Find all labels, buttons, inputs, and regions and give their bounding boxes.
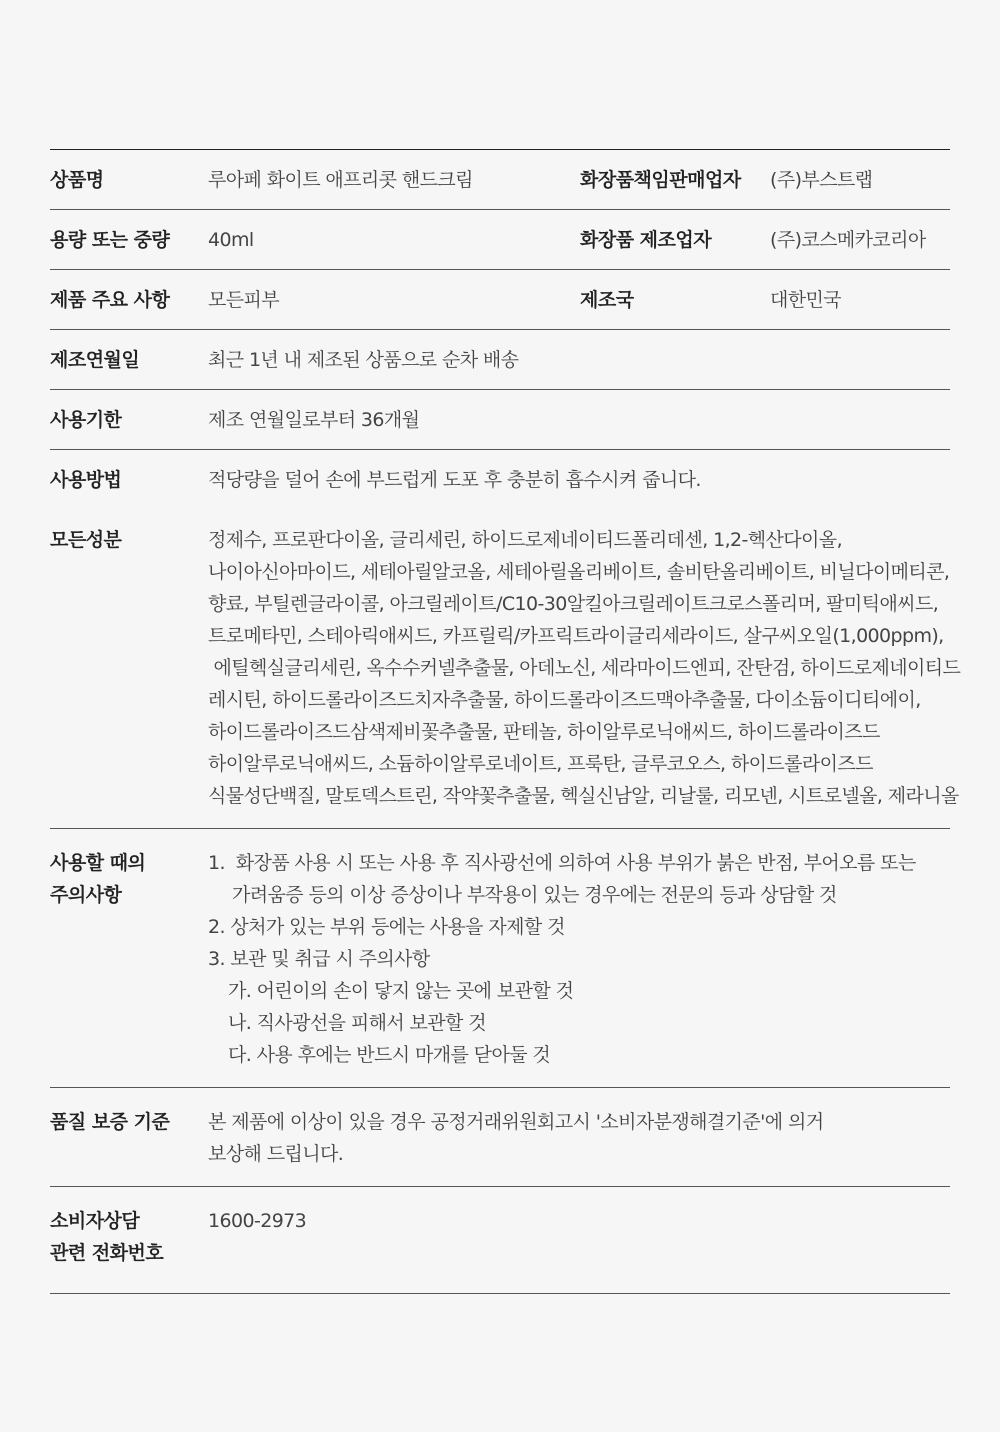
label-manufacture-date: 제조연월일 bbox=[50, 348, 140, 371]
label-usage: 사용방법 bbox=[50, 469, 122, 491]
label-main-spec: 제품 주요 사항 bbox=[50, 288, 170, 311]
row-product-name bbox=[50, 150, 950, 210]
caution-line: 2. 상처가 있는 부위 등에는 사용을 자제할 것 bbox=[208, 916, 565, 938]
value-product-name: 루아페 화이트 애프리콧 핸드크림 bbox=[208, 168, 473, 191]
ingredients-line: 하이알루로닉애씨드, 소듐하이알루로네이트, 프룩탄, 글루코오스, 하이드롤라이즈드 bbox=[208, 753, 873, 775]
label-caution bbox=[50, 847, 208, 1071]
caution-line: 3. 보관 및 취급 시 주의사항 bbox=[208, 948, 430, 970]
row-capacity bbox=[50, 210, 950, 270]
caution-label-line: 사용할 때의 bbox=[50, 852, 146, 874]
row-caution bbox=[50, 829, 950, 1088]
label-country: 제조국 bbox=[580, 288, 634, 311]
ingredients-line: 정제수, 프로판다이올, 글리세린, 하이드로제네이티드폴리데센, 1,2-헥산다이올, bbox=[208, 529, 843, 551]
value-contact-phone: 1600-2973 bbox=[208, 1210, 307, 1232]
ingredients-line: 나이아신아마이드, 세테아릴알코올, 세테아릴올리베이트, 솔비탄올리베이트, 비닐다이메티콘, bbox=[208, 561, 950, 583]
ingredients-line: 식물성단백질, 말토덱스트린, 작약꽃추출물, 헥실신남알, 리날룰, 리모넨, 시트로넬올, 제라니올 bbox=[208, 785, 959, 807]
row-main-spec bbox=[50, 270, 950, 330]
caution-line: 다. 사용 후에는 반드시 마개를 닫아둘 것 bbox=[228, 1044, 551, 1066]
value-expiry: 제조 연월일로부터 36개월 bbox=[208, 408, 420, 431]
contact-label-line: 소비자상담 bbox=[50, 1210, 140, 1232]
label-capacity: 용량 또는 중량 bbox=[50, 228, 170, 251]
ingredients-line: 향료, 부틸렌글라이콜, 아크릴레이트/C10-30알킬아크릴레이트크로스폴리머, 팔미틱애씨드, bbox=[208, 593, 939, 615]
value-responsible-seller: (주)부스트랩 bbox=[770, 168, 873, 191]
value-manufacture-date: 최근 1년 내 제조된 상품으로 순차 배송 bbox=[208, 348, 519, 371]
caution-label-line: 주의사항 bbox=[50, 884, 122, 906]
row-quality bbox=[50, 1088, 950, 1187]
quality-line: 본 제품에 이상이 있을 경우 공정거래위원회고시 '소비자분쟁해결기준'에 의거 bbox=[208, 1111, 824, 1133]
value-quality bbox=[208, 1106, 823, 1170]
contact-label-line: 관련 전화번호 bbox=[50, 1242, 164, 1264]
row-contact bbox=[50, 1187, 950, 1294]
ingredients-line: 에틸헥실글리세린, 옥수수커넬추출물, 아데노신, 세라마이드엔피, 잔탄검, 하이드로제네이티드 bbox=[208, 657, 961, 679]
product-info-table bbox=[50, 149, 961, 1294]
label-responsible-seller: 화장품책임판매업자 bbox=[580, 168, 741, 191]
value-manufacturer: (주)코스메카코리아 bbox=[770, 228, 926, 251]
value-capacity: 40ml bbox=[208, 228, 254, 251]
caution-line: 1. 화장품 사용 시 또는 사용 후 직사광선에 의하여 사용 부위가 붉은 반점, 부어오름 또는 bbox=[208, 852, 916, 874]
value-main-spec: 모든피부 bbox=[208, 288, 280, 311]
label-product-name: 상품명 bbox=[50, 168, 104, 191]
quality-line: 보상해 드립니다. bbox=[208, 1143, 344, 1165]
value-ingredients bbox=[208, 524, 960, 812]
value-usage: 적당량을 덜어 손에 부드럽게 도포 후 충분히 흡수시켜 줍니다. bbox=[208, 469, 701, 491]
caution-line: 가려움증 등의 이상 증상이나 부작용이 있는 경우에는 전문의 등과 상담할 것 bbox=[232, 884, 837, 906]
label-quality: 품질 보증 기준 bbox=[50, 1111, 170, 1133]
label-manufacturer: 화장품 제조업자 bbox=[580, 228, 712, 251]
ingredients-line: 하이드롤라이즈드삼색제비꽃추출물, 판테놀, 하이알루로닉애씨드, 하이드롤라이즈드 bbox=[208, 721, 880, 743]
row-manufacture-date bbox=[50, 330, 950, 390]
value-caution bbox=[208, 847, 916, 1071]
row-ingredients bbox=[50, 510, 961, 829]
caution-line: 가. 어린이의 손이 닿지 않는 곳에 보관할 것 bbox=[228, 980, 574, 1002]
ingredients-line: 트로메타민, 스테아릭애씨드, 카프릴릭/카프릭트라이글리세라이드, 살구씨오일(1,000ppm), bbox=[208, 625, 944, 647]
value-country: 대한민국 bbox=[770, 288, 842, 311]
ingredients-line: 레시틴, 하이드롤라이즈드치자추출물, 하이드롤라이즈드맥아추출물, 다이소듐이디티에이, bbox=[208, 689, 921, 711]
label-ingredients: 모든성분 bbox=[50, 529, 122, 551]
row-expiry bbox=[50, 390, 950, 450]
label-contact bbox=[50, 1205, 208, 1269]
label-expiry: 사용기한 bbox=[50, 408, 122, 431]
caution-line: 나. 직사광선을 피해서 보관할 것 bbox=[228, 1012, 487, 1034]
row-usage bbox=[50, 450, 950, 510]
